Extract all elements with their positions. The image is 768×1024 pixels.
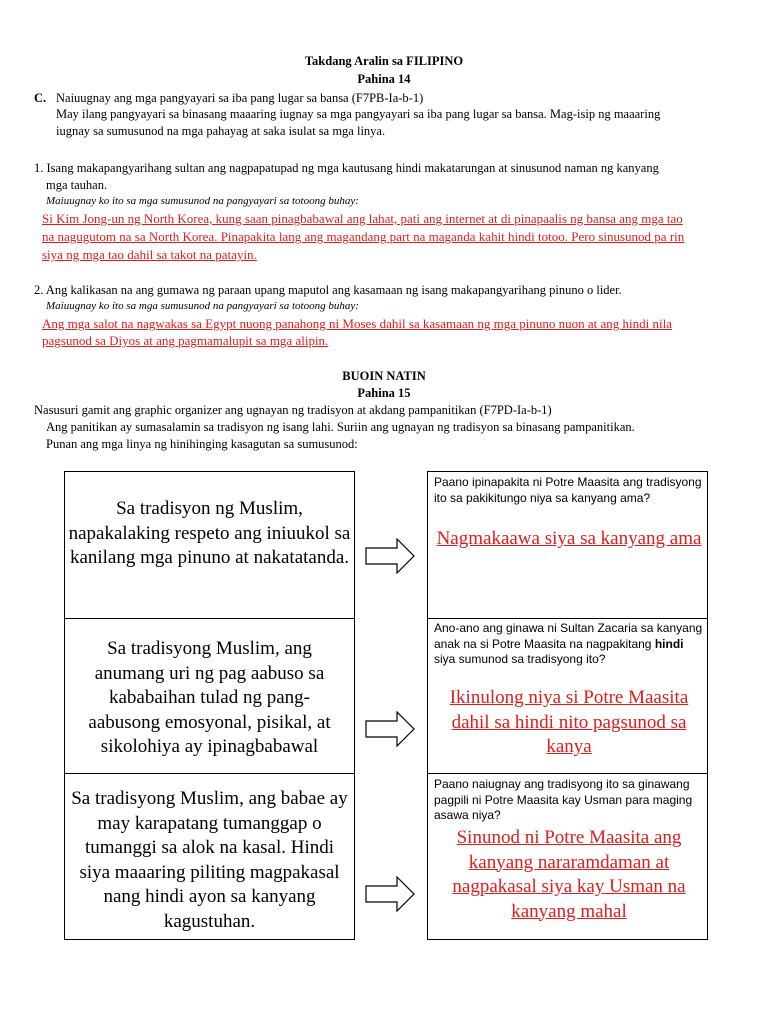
page-title: Takdang Aralin sa FILIPINO [304, 54, 464, 68]
question-1: Paano ipinapakita ni Potre Maasita ang tradisyong ito sa pakikitungo niya sa kanyang ama? [434, 475, 702, 505]
section-2-page: Pahina 15 [357, 386, 411, 400]
item-1-prompt: Maiuugnay ko ito sa mga sumusunod na pangyayari sa totoong buhay: [46, 195, 359, 207]
item-2-prompt: Maiuugnay ko ito sa mga sumusunod na pangyayari sa totoong buhay: [46, 300, 359, 312]
section-c-instruction-1: May ilang pangyayari sa binasang maaaring iugnay sa mga pangyayari sa iba pang lugar sa bansa. Mag-isip ng maaaring [56, 107, 661, 121]
tradition-text-3: Sa tradisyong Muslim, ang babae ay may karapatang tumanggap o tumanggi sa alok na kasal. Hindi siya maaaring piliting magpakasal nang hindi ayon sa kanyang kagustuhan. [71, 788, 348, 932]
section-letter: C. [34, 91, 47, 105]
answer-3: Sinunod ni Potre Maasita ang kanyang nararamdaman at nagpakasal siya kay Usman na kanyang mahal [452, 827, 686, 922]
question-3: Paano naiugnay ang tradisyong ito sa ginawang pagpili ni Potre Maasita kay Usman para maging asawa niya? [434, 777, 693, 822]
question-2-emphasis: hindi [654, 636, 684, 651]
item-1-answer-line-3: siya ng mga tao dahil sa takot na patayin. [42, 247, 257, 262]
item-2-statement: 2. Ang kalikasan na ang gumawa ng paraan upang maputol ang kasamaan ng isang makapangyarihang pinuno o lider. [34, 283, 622, 297]
section-2-instruction-2: Punan ang mga linya ng hinihinging kasagutan sa sumusunod: [46, 437, 358, 451]
answer-2: Ikinulong niya si Potre Maasita dahil sa hindi nito pagsunod sa kanya [449, 687, 689, 757]
item-1-answer-line-1: Si Kim Jong-un ng North Korea, kung saan pinagbabawal ang lahat, pati ang internet at di pinapaalis ng bansa ang mga tao [42, 211, 683, 226]
item-1-answer-line-2: na nagugutom na sa North Korea. Pinapakita lang ang magandang part na maganda kahit hindi totoo. Pero sinusunod pa rin [42, 229, 685, 244]
page-number: Pahina 14 [357, 72, 411, 86]
tradition-text-1: Sa tradisyon ng Muslim, napakalaking respeto ang iniuukol sa kanilang mga pinuno at nakatatanda. [68, 498, 351, 568]
section-2-objective: Nasusuri gamit ang graphic organizer ang ugnayan ng tradisyon at akdang pampanitikan (F7PD-Ia-b-1) [34, 403, 552, 417]
section-2-title: BUOIN NATIN [342, 369, 426, 383]
section-c-instruction-2: iugnay sa sumusunod na mga pahayag at saka isulat sa mga linya. [56, 124, 386, 138]
section-2-instruction-1: Ang panitikan ay sumasalamin sa tradisyon ng isang lahi. Suriin ang ugnayan ng tradisyon sa binasang pampanitikan. [46, 420, 635, 434]
section-c-objective: Naiuugnay ang mga pangyayari sa iba pang lugar sa bansa (F7PB-Ia-b-1) [56, 91, 424, 105]
answer-1: Nagmakaawa siya sa kanyang ama [436, 528, 702, 549]
question-2 [434, 621, 704, 668]
item-1-statement: 1. Isang makapangyarihang sultan ang nagpapatupad ng mga kautusang hindi makatarungan at sinusunod naman ng kanyang [34, 161, 659, 175]
item-1-statement-cont: mga tauhan. [46, 178, 108, 192]
right-arrow-icon [365, 711, 415, 747]
question-2-part-b: siya sumunod sa tradisyong ito? [434, 652, 606, 666]
right-arrow-icon [365, 538, 415, 574]
tradition-text-2: Sa tradisyong Muslim, ang anumang uri ng pag aabuso sa kababaihan tulad ng pang-aabusong emosyonal, pisikal, at sikolohiya ay ipinagbabawal [88, 638, 331, 757]
right-arrow-icon [365, 876, 415, 912]
item-2-answer-line-1: Ang mga salot na nagwakas sa Egypt nuong panahong ni Moses dahil sa kasamaan ng mga pinuno nuon at ang hindi nila [42, 316, 673, 331]
item-2-answer-line-2: pagsunod sa Diyos at ang pagmamalupit sa mga alipin. [42, 333, 329, 348]
question-2-part-a: Ano-ano ang ginawa ni Sultan Zacaria sa kanyang anak na si Potre Maasita na nagpakitang [434, 621, 703, 651]
